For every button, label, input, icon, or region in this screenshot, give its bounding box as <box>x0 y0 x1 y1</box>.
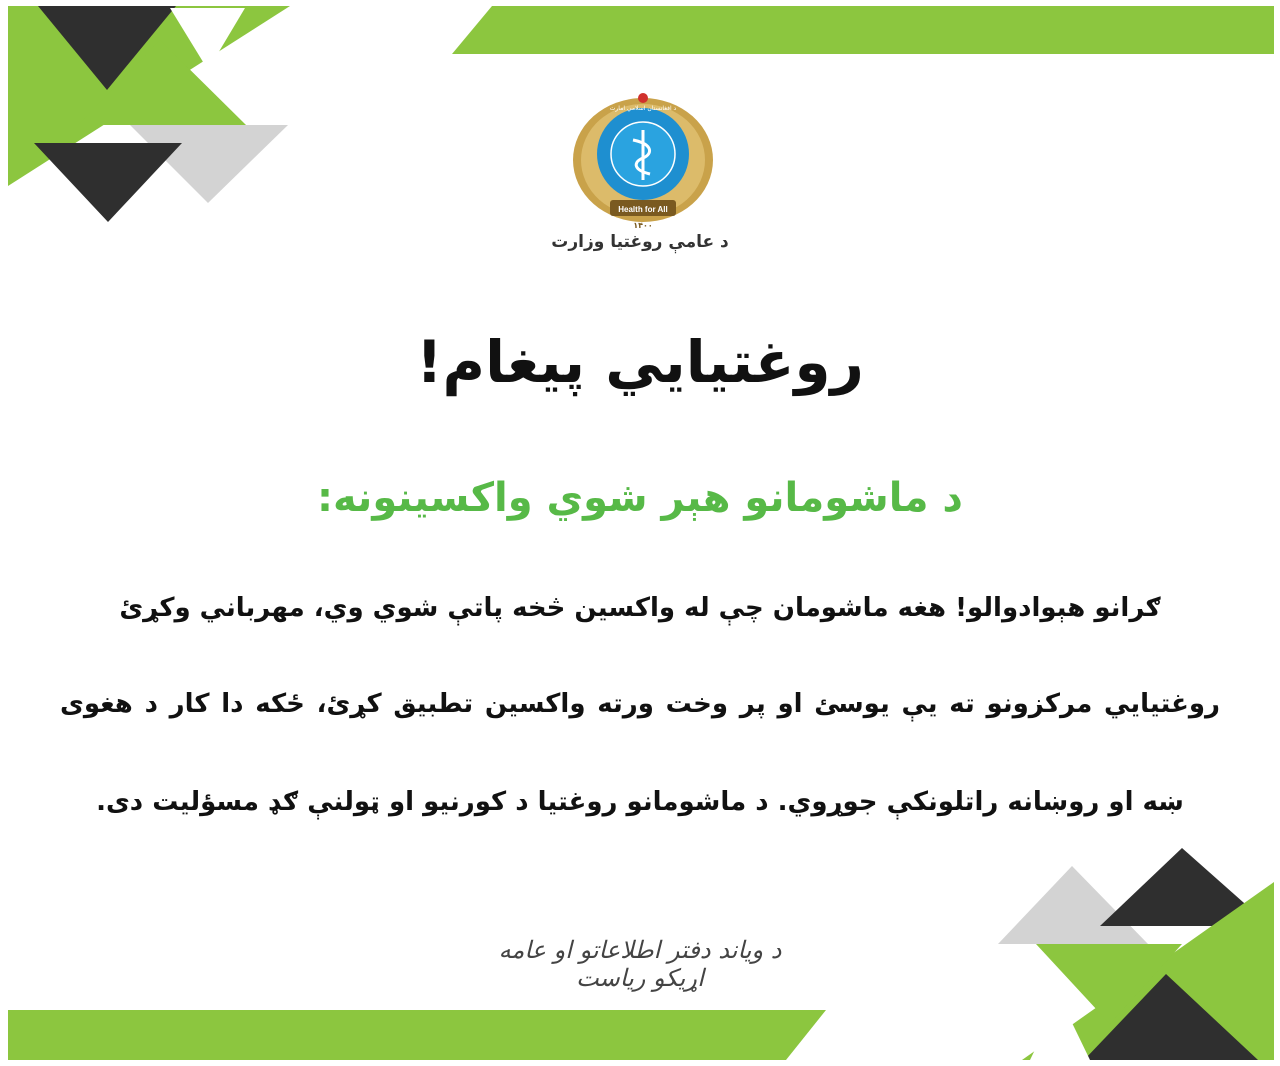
red-crescent-icon <box>638 93 648 103</box>
top-left-gray-triangle <box>130 125 288 203</box>
top-left-green-triangle <box>78 40 246 125</box>
message-line-1: ګرانو هېوادوالو! هغه ماشومان چې له واکسين څخه پاتې شوي وي، مهرباني وکړئ <box>119 593 1161 623</box>
bottom-right-white-triangle <box>1030 998 1090 1060</box>
bottom-right-gray-triangle <box>998 866 1148 944</box>
top-left-white-triangle <box>170 8 245 70</box>
bottom-right-green-band <box>1022 882 1274 1060</box>
bottom-right-dark-triangle-1 <box>1100 848 1270 926</box>
top-left-dark-triangle-2 <box>34 143 182 222</box>
svg-text:Health for All: Health for All <box>618 205 668 214</box>
bottom-right-green-triangle <box>1036 944 1182 1024</box>
page-title: روغتيايي پيغام! <box>416 328 864 396</box>
bottom-right-dark-triangle-2 <box>1084 974 1258 1060</box>
top-left-dark-triangle-1 <box>38 6 176 90</box>
page-subtitle: د ماشومانو هېر شوي واکسينونه: <box>317 475 963 521</box>
ministry-name: د عامې روغتيا وزارت <box>551 232 729 252</box>
bottom-green-bar <box>8 1010 826 1060</box>
footer-calligraphy-signature: د ویاند دفتر اطلاعاتو او عامه اړیکو ریاست <box>498 936 782 992</box>
top-left-green-band <box>8 6 290 186</box>
ministry-emblem <box>568 88 718 238</box>
message-line-2: روغتيايي مرکزونو ته يې يوسئ او پر وخت ورته واکسين تطبيق کړئ، ځکه دا کار د هغوی <box>60 689 1220 719</box>
svg-text:د افغانستان اسلامي امارت: د افغانستان اسلامي امارت <box>609 105 677 112</box>
svg-text:۱۴۰۰: ۱۴۰۰ <box>633 221 653 230</box>
message-line-3: ښه او روښانه راتلونکې جوړوي. د ماشومانو روغتيا د کورنيو او ټولنې ګډ مسؤليت دی. <box>96 787 1184 817</box>
top-green-bar <box>452 6 1274 54</box>
